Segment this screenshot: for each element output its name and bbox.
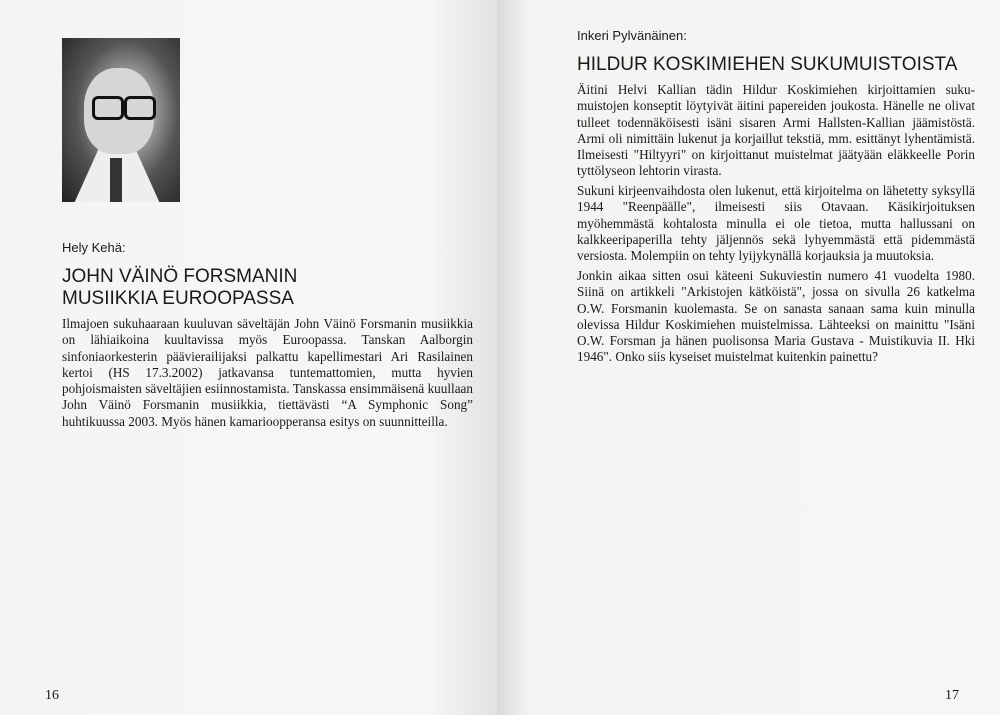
right-page xyxy=(497,0,1000,715)
page-number: 16 xyxy=(45,688,59,703)
photo-glasses-right xyxy=(124,96,156,120)
article-paragraph: Jonkin aikaa sitten osui käteeni Sukuviestin numero 41 vuodelta 1980. Siinä on artikkeli "Arkistojen kätköistä", jossa on sivulla 26 katkelma O.W. Forsmanin kuolemasta. Se on sanasta sanaan sama kuin minulla olevissa Hildur Koskimiehen muistelmissa. Lähteeksi on mainittu "Isäni O.W. Forsman ja hänen puolisonsa Maria Gustava - Muistikuvia II. Hki 1946". Onko siis kyseiset muistelmat kuitenkin painettu? xyxy=(577,268,975,365)
page-number: 17 xyxy=(945,688,959,703)
article-title: JOHN VÄINÖ FORSMANIN MUSIIKKIA EUROOPASSA xyxy=(62,266,298,309)
left-page xyxy=(0,0,497,715)
author-portrait-photo xyxy=(62,38,180,202)
article-paragraph: Sukuni kirjeenvaihdosta olen lukenut, että kirjoitelma on lähetetty syksyllä 1944 "Reenpäälle", ilmeisesti siis Otavaan. Käsikirjoituksen myöhemmästä kohtalosta minulla ei ole tietoa, mutta hallussani on kalkkeeripaperilla tehty jäljennös sekä lyhyemmästä että pidemmästä versiosta. Molempiin on tehty lyijykynällä korjauksia ja muutoksia. xyxy=(577,183,975,264)
article-paragraph: Ilmajoen sukuhaaraan kuuluvan säveltäjän John Väinö Forsmanin musiikkia on lähiaikoina kuultavissa myös Euroopassa. Tanskan Aalborgin sinfoniaorkesterin päävierailijaksi palkattu kapellimestari Ari Rasilainen kertoi (HS 17.3.2002) jatkavansa tuntemattomien, mutta hyvien pohjoismaisten säveltäjien esiinnostamista. Tanskassa ensimmäisenä kuullaan John Väinö Forsmanin musiikkia, tiettävästi “A Symphonic Song” huhtikuussa 2003. Myös hänen kamarioopperansa esitys on suunnitteilla. xyxy=(62,316,473,429)
article-title: HILDUR KOSKIMIEHEN SUKUMUISTOISTA xyxy=(577,54,958,75)
article-paragraph: Äitini Helvi Kallian tädin Hildur Koskimiehen kirjoittamien sukumuistojen konseptit löytyivät äitini papereiden joukosta. Hänelle ne olivat tulleet todennäköisesti isäni sisaren Armi Hallsten-Kallian jäämistöstä. Armi oli nimittäin lukenut ja korjaillut tekstiä, mm. esittänyt lyhentämistä. Ilmeisesti "Hiltyyri" on kirjoittanut muistelmat jäätyään eläkkeelle Porin tyttölyseon lehtorin virasta. xyxy=(577,82,975,179)
article-author: Hely Kehä: xyxy=(62,240,126,255)
article-author: Inkeri Pylvänäinen: xyxy=(577,28,687,43)
photo-glasses-left xyxy=(92,96,124,120)
photo-tie xyxy=(110,158,122,202)
